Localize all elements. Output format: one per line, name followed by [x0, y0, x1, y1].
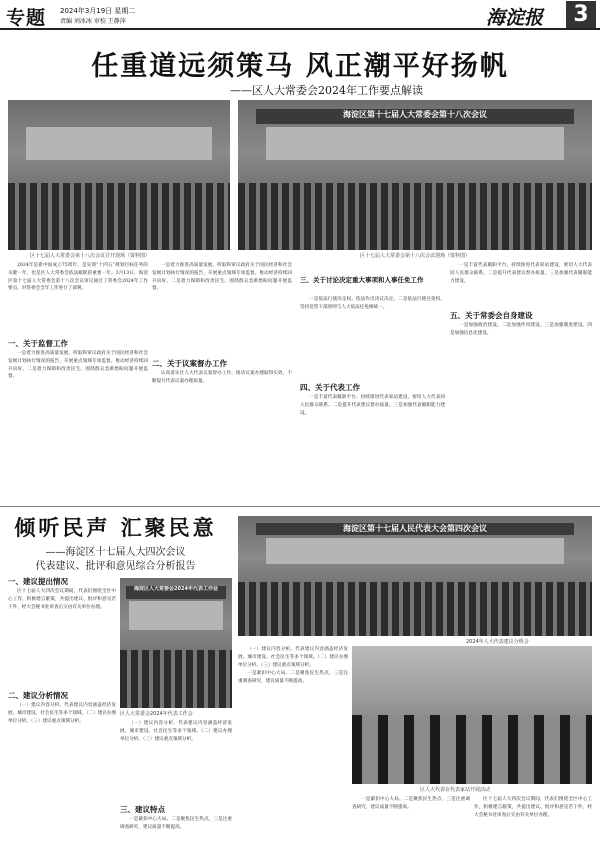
photo-work-meeting	[120, 578, 232, 708]
section-body: 一是丰富代表履职平台。持续推进代表家站建设，密切人大代表同人民群众联系。二是提升代表建议督办质量。三是加强代表履职能力建设。	[450, 263, 592, 284]
photo-session-hall	[238, 100, 592, 250]
section-heading: 二、建议分析情况	[8, 691, 68, 700]
article1-col3	[300, 296, 445, 376]
section-label: 专题	[6, 7, 47, 29]
photo4-caption: 区人大常委会2024年代表工作会	[120, 711, 193, 717]
article1-col4	[450, 322, 592, 500]
article1-col4-top	[450, 262, 592, 306]
article1-col2	[152, 370, 292, 500]
article1-subhead: ——区人大常委会2024年工作要点解读	[230, 84, 423, 97]
article1-col1	[8, 350, 148, 500]
section-heading: 一、建议提出情况	[8, 577, 68, 586]
section-body: 一是紧扣中心大局。二是聚焦民生热点。三是注重调查研究，建议质量不断提高。	[120, 817, 232, 830]
page-number: 3	[566, 1, 596, 28]
section-body: 一是依法行使决定权。依法作出决议决定。二是依法行使任免权，坚持党管干部原则与人大依法任免相统一。	[300, 297, 445, 310]
article1-col3b	[300, 394, 445, 500]
article2-subhead-line1: ——海淀区十七届人大四次会议	[45, 547, 186, 558]
article2-col5	[474, 796, 592, 840]
section-heading: 五、关于常委会自身建设	[450, 311, 533, 320]
article2-subhead-line2: 代表建议、批评和意见综合分析报告	[35, 561, 196, 572]
editor-credits: 责编 刘冰冰 审校 王静萍	[60, 18, 126, 25]
issue-date: 2024年3月19日 星期二	[60, 7, 136, 15]
photo4-banner: 海淀区人大常委会2024年代表工作会	[126, 586, 227, 599]
section-body: （一）建议内容分析。代表建议内容涵盖经济发展、城市建设、社会民生等多个领域。（二）建议办理单位分析。（三）建议重点领域分析。	[8, 703, 116, 724]
article-divider	[0, 506, 600, 507]
article2-col1b	[8, 702, 116, 838]
article1-intro	[8, 262, 148, 332]
article2-col3	[238, 646, 348, 840]
section-body: （一）建议内容分析。代表建议内容涵盖经济发展、城市建设、社会民生等多个领域。（二）建议办理单位分析。（三）建议重点领域分析。	[238, 647, 348, 668]
section-body: 区十七届人大四次会议期间，代表们围绕全区中心工作，积极建言献策，共提出建议、批评和意见若干件，经大会秘书处审查后交由有关单位办理。	[474, 797, 592, 818]
newspaper-logo: 海淀报	[486, 7, 544, 29]
photo-meeting-room	[8, 100, 230, 250]
photo-outdoor-group	[352, 646, 592, 784]
photo-congress-hall	[238, 516, 592, 636]
article1-col2-top	[152, 262, 292, 352]
section-body: 一是丰富代表履职平台。持续推进代表家站建设，密切人大代表同人民群众联系。二是提升代表建议督办质量。三是加强代表履职能力建设。	[300, 395, 445, 416]
section-body: 一是紧扣中心大局。二是聚焦民生热点。三是注重调查研究，建议质量不断提高。	[352, 797, 470, 810]
article2-col2b	[120, 816, 232, 840]
photo3-banner: 海淀区第十七届人民代表大会第四次会议	[256, 523, 575, 535]
photo3-caption: 2024年人大代表建议分析会	[466, 639, 529, 645]
photo5-caption: 区人大代表在代表家站开展活动	[420, 787, 491, 793]
article1-headline: 任重道远须策马 风正潮平好扬帆	[91, 51, 509, 82]
section-body: 一是着力推进高质量发展。听取和审议政府关于国民经济和社会发展计划执行情况的报告，开展重点领域专项监督，推动经济持续回升向好。二是着力保障和改善民生。围绕群众急难愁盼问题开展监督。	[152, 263, 292, 292]
section-heading: 一、关于监督工作	[8, 339, 68, 348]
section-body: 一是着力推进高质量发展。听取和审议政府关于国民经济和社会发展计划执行情况的报告，开展重点领域专项监督，推动经济持续回升向好。二是着力保障和改善民生。围绕群众急难愁盼问题开展监督。	[8, 351, 148, 380]
intro-paragraph: 2024年是新中国成立75周年，是实现“十四五”规划目标任务的关键一年，也是区人大常委会依法履职的重要一年。3月13日，海淀区第十七届人大常委会第十八次会议审议通过了常委会2024年工作要点，对常委会全年工作进行了部署。	[8, 263, 148, 292]
article2-col4	[352, 796, 470, 840]
section-body: （一）建议内容分析。代表建议内容涵盖经济发展、城市建设、社会民生等多个领域。（二）建议办理单位分析。（三）建议重点领域分析。	[120, 721, 232, 742]
section-heading: 二、关于议案督办工作	[152, 359, 227, 368]
section-heading: 三、关于讨论决定重大事项和人事任免工作	[300, 276, 424, 284]
article2-headline: 倾听民声 汇聚民意	[14, 515, 217, 540]
article2-col1	[8, 588, 116, 686]
page-header	[0, 0, 600, 30]
section-body: 一是加强政治建设。二是加强作风建设。三是加强制度建设。四是加强信息化建设。	[450, 323, 592, 336]
article2-col2	[120, 720, 232, 800]
section-body: 一是紧扣中心大局。二是聚焦民生热点。三是注重调查研究，建议质量不断提高。	[238, 671, 348, 685]
section-heading: 四、关于代表工作	[300, 383, 360, 392]
section-body: 区十七届人大四次会议期间，代表们围绕全区中心工作，积极建言献策，共提出建议、批评和意见若干件，经大会秘书处审查后交由有关单位办理。	[8, 589, 116, 610]
section-body: 认真落实区人大代表议案督办工作，推动议案办理取得实效，不断提升代表议案办理质量。	[152, 371, 292, 384]
photo1-caption: 区十七届人大常委会第十八次会议召开现场（资料图）	[30, 253, 151, 259]
section-heading: 三、建议特点	[120, 805, 165, 814]
photo2-caption: 区十七届人大常委会第十八次会议现场（资料图）	[360, 253, 471, 259]
photo2-banner: 海淀区第十七届人大常委会第十八次会议	[256, 109, 575, 124]
